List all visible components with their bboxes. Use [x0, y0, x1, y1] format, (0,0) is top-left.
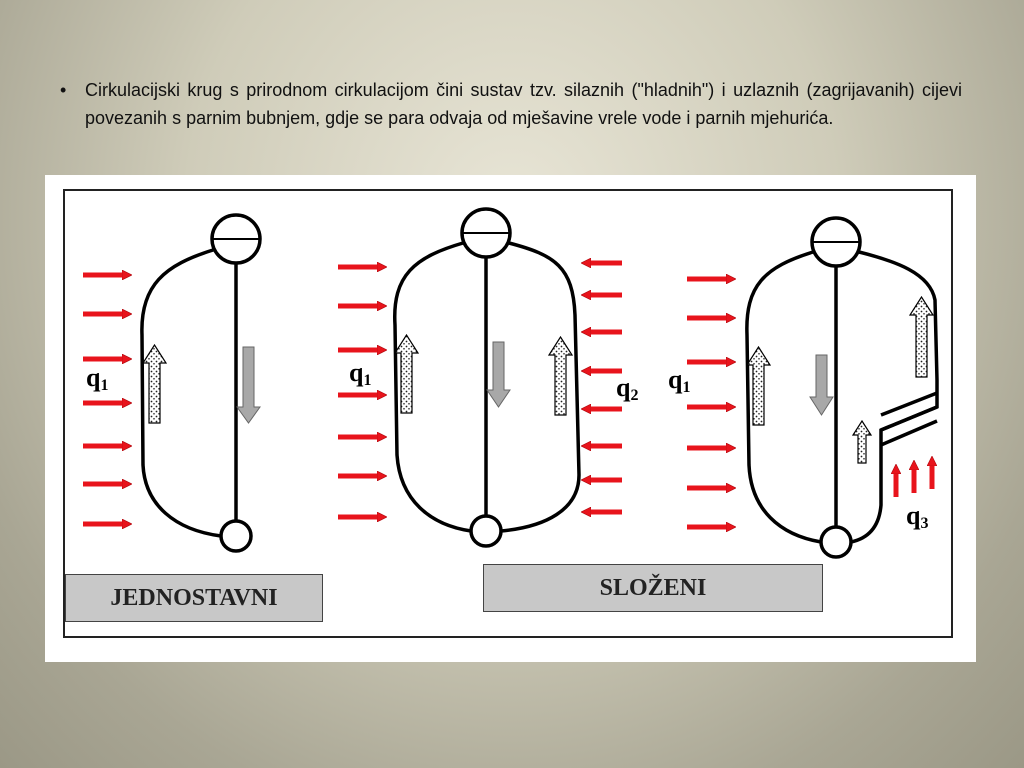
circuit-simple [83, 215, 260, 551]
heat-label-q3: $q_3$ [906, 501, 929, 532]
upflow-arrow-right [910, 297, 933, 377]
lower-header [821, 527, 851, 557]
bullet-point: • [60, 80, 67, 100]
circuit-complex-three-zone [687, 218, 937, 557]
upflow-arrow [143, 345, 166, 423]
lower-header [471, 516, 501, 546]
circuit-complex-two-side [338, 209, 622, 546]
bottom-tube-3 [881, 421, 937, 445]
downflow-arrow [487, 342, 510, 407]
upflow-arrow-left [747, 347, 770, 425]
downflow-arrow [237, 347, 260, 423]
heat-arrows-q1-left [338, 267, 382, 517]
riser-pipe-right [501, 243, 579, 531]
upflow-arrow-right [549, 337, 572, 415]
downflow-arrow [810, 355, 833, 415]
label-complex: SLOŽENI [483, 564, 823, 612]
heat-arrows-q3-bottom [896, 461, 932, 497]
bullet-text: Cirkulacijski krug s prirodnom cirkulacijom čini sustav tzv. silaznih ("hladnih") i uzlaznih (zagrijavanih) cijevi povezanih s parnim bubnjem, gdje se para odvaja od mješavine vrele vode i parnih mjehurića. [85, 80, 962, 128]
heat-arrows-q1-left [83, 275, 127, 524]
heat-label-q1-complex-a: $q_1$ [349, 358, 372, 389]
label-simple: JEDNOSTAVNI [65, 574, 323, 622]
heat-arrows-q1-left [687, 279, 731, 527]
bullet-paragraph [60, 76, 962, 132]
heat-label-q1-complex-b: $q_1$ [668, 365, 691, 396]
heat-label-q1-simple: $q_1$ [86, 363, 109, 394]
circulation-figure [45, 175, 976, 662]
upflow-arrow-bottom [853, 421, 871, 463]
lower-header [221, 521, 251, 551]
upflow-arrow-left [395, 335, 418, 413]
heat-label-q2: $q_2$ [616, 373, 639, 404]
